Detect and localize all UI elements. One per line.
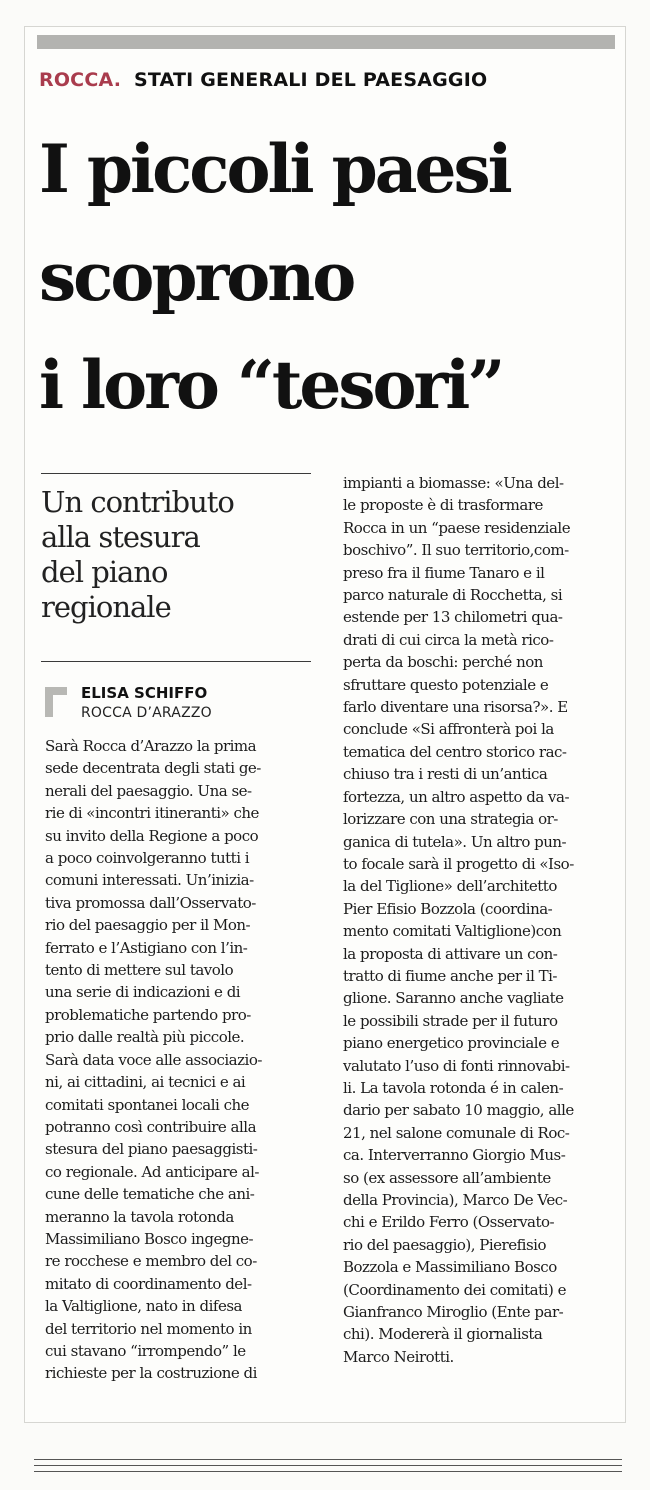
article-text-line: su invito della Regione a poco bbox=[45, 826, 259, 845]
article-text-line: sede decentrata degli stati ge- bbox=[45, 759, 261, 778]
article-text-line: una serie di indicazioni e di bbox=[45, 983, 241, 1002]
article-text-line: problematiche partendo pro- bbox=[45, 1005, 251, 1024]
article-text-line: conclude «Si affronterà poi la bbox=[343, 720, 554, 739]
article-text-line: estende per 13 chilometri qua- bbox=[343, 608, 563, 627]
article-text-line: ferrato e l’Astigiano con l’in- bbox=[45, 938, 248, 957]
article-text-line: to focale sarà il progetto di «Iso- bbox=[343, 854, 574, 873]
article-text-line: le proposte è di trasformare bbox=[343, 496, 543, 515]
article-text-line: farlo diventare una risorsa?». E bbox=[343, 698, 568, 717]
article-text-line: sfruttare questo potenziale e bbox=[343, 675, 549, 694]
article-text-line: chi). Modererà il giornalista bbox=[343, 1325, 543, 1344]
headline-line: scoprono bbox=[39, 238, 354, 316]
article-text-line: Massimiliano Bosco ingegne- bbox=[45, 1229, 254, 1248]
article-text-line: preso fra il fiume Tanaro e il bbox=[343, 563, 545, 582]
article-text-line: drati di cui circa la metà rico- bbox=[343, 630, 554, 649]
article-text-line: impianti a biomasse: «Una del- bbox=[343, 474, 564, 492]
article-text-line: Pier Efisio Bozzola (coordina- bbox=[343, 899, 553, 918]
article-text-line: Marco Neirotti. bbox=[343, 1347, 454, 1366]
article-text-line: perta da boschi: perché non bbox=[343, 653, 543, 672]
article-text-line: piano energetico provinciale e bbox=[343, 1034, 560, 1053]
article-text-line: tematica del centro storico rac- bbox=[343, 742, 567, 761]
top-gray-bar bbox=[37, 35, 615, 49]
headline bbox=[39, 115, 624, 439]
article-text-line: rio del paesaggio), Pierefisio bbox=[343, 1235, 546, 1254]
kicker-location: ROCCA bbox=[39, 69, 114, 91]
article-text-line: ganica di tutela». Un altro pun- bbox=[343, 832, 567, 851]
article-column-1 bbox=[45, 735, 327, 1385]
article-text-line: re rocchese e membro del co- bbox=[45, 1252, 257, 1271]
article-text-line: Gianfranco Miroglio (Ente par- bbox=[343, 1303, 564, 1322]
article-text-line: dario per sabato 10 maggio, alle bbox=[343, 1101, 574, 1120]
subheadline bbox=[41, 485, 313, 625]
headline-line: i loro “tesori” bbox=[39, 346, 503, 424]
article-text-line: mento comitati Valtiglione)con bbox=[343, 922, 562, 941]
article-text-line: la del Tiglione» dell’architetto bbox=[343, 877, 557, 896]
article-text-line: tento di mettere sul tavolo bbox=[45, 961, 234, 980]
article-text-line: co regionale. Ad anticipare al- bbox=[45, 1162, 259, 1181]
article-text-line: rio del paesaggio per il Mon- bbox=[45, 916, 251, 935]
article-text-line: Rocca in un “paese residenziale bbox=[343, 518, 571, 537]
article-column-2 bbox=[343, 472, 631, 1368]
article-text-line: 21, nel salone comunale di Roc- bbox=[343, 1123, 570, 1142]
article-text-line: la Valtiglione, nato in difesa bbox=[45, 1297, 242, 1316]
article-text-line: fortezza, un altro aspetto da va- bbox=[343, 787, 570, 806]
article-text-line: della Provincia), Marco De Vec- bbox=[343, 1191, 568, 1209]
subheadline-line: alla stesura bbox=[41, 520, 200, 554]
article-text-line: nerali del paesaggio. Una se- bbox=[45, 781, 252, 800]
article-text-line: glione. Saranno anche vagliate bbox=[343, 989, 564, 1008]
subheadline-line: Un contributo bbox=[41, 485, 234, 519]
article-text-line: li. La tavola rotonda é in calen- bbox=[343, 1078, 564, 1097]
article-text-line: potranno così contribuire alla bbox=[45, 1117, 257, 1136]
article-text-line: chiuso tra i resti di un’antica bbox=[343, 765, 548, 784]
headline-line: I piccoli paesi bbox=[39, 130, 510, 208]
footer-rule bbox=[34, 1465, 622, 1466]
newspaper-clipping bbox=[24, 26, 626, 1423]
article-text-line: stesura del piano paesaggisti- bbox=[45, 1140, 258, 1159]
article-text-line: ni, ai cittadini, ai tecnici e ai bbox=[45, 1073, 246, 1092]
article-text-line: tiva promossa dall’Osservato- bbox=[45, 893, 256, 912]
article-text-line: cune delle tematiche che ani- bbox=[45, 1185, 255, 1204]
article-text-line: tratto di fiume anche per il Ti- bbox=[343, 966, 558, 985]
article-text-line: lorizzare con una strategia or- bbox=[343, 810, 558, 829]
subheadline-line: regionale bbox=[41, 590, 171, 624]
article-text-line: mitato di coordinamento del- bbox=[45, 1274, 252, 1293]
subheadline-line: del piano bbox=[41, 555, 168, 589]
kicker-dot: . bbox=[113, 69, 122, 91]
byline-bracket-icon bbox=[45, 687, 67, 717]
article-text-line: prio dalle realtà più piccole. bbox=[45, 1028, 245, 1047]
dateline: ROCCA D’ARAZZO bbox=[81, 705, 212, 721]
article-text-line: so (ex assessore all’ambiente bbox=[343, 1168, 551, 1187]
article-text-line: le possibili strade per il futuro bbox=[343, 1011, 558, 1030]
article-text-line: ca. Interverranno Giorgio Mus- bbox=[343, 1146, 566, 1165]
article-text-line: chi e Erildo Ferro (Osservato- bbox=[343, 1213, 555, 1232]
article-text-line: comuni interessati. Un’inizia- bbox=[45, 871, 254, 890]
article-text-line: Sarà Rocca d’Arazzo la prima bbox=[45, 737, 257, 755]
footer-rule bbox=[34, 1471, 622, 1472]
article-text-line: richieste per la costruzione di bbox=[45, 1364, 257, 1383]
article-text-line: Bozzola e Massimiliano Bosco bbox=[343, 1258, 557, 1277]
article-text-line: valutato l’uso di fonti rinnovabi- bbox=[343, 1056, 570, 1075]
subheadline-bottom-rule bbox=[41, 661, 311, 662]
article-text-line: comitati spontanei locali che bbox=[45, 1095, 250, 1114]
article-text-line: meranno la tavola rotonda bbox=[45, 1207, 234, 1226]
author-name: ELISA SCHIFFO bbox=[81, 684, 208, 702]
kicker bbox=[39, 69, 487, 91]
kicker-section: STATI GENERALI DEL PAESAGGIO bbox=[133, 69, 488, 91]
article-text-line: Sarà data voce alle associazio- bbox=[45, 1050, 262, 1069]
article-text-line: del territorio nel momento in bbox=[45, 1319, 252, 1338]
article-text-line: a poco coinvolgeranno tutti i bbox=[45, 849, 250, 868]
article-text-line: la proposta di attivare un con- bbox=[343, 944, 558, 963]
article-text-line: (Coordinamento dei comitati) e bbox=[343, 1280, 566, 1299]
article-text-line: rie di «incontri itineranti» che bbox=[45, 804, 259, 823]
article-text-line: parco naturale di Rocchetta, si bbox=[343, 586, 563, 605]
footer-rule bbox=[34, 1459, 622, 1460]
subheadline-top-rule bbox=[41, 473, 311, 474]
article-text-line: cui stavano “irrompendo” le bbox=[45, 1341, 246, 1360]
article-text-line: boschivo”. Il suo territorio,com- bbox=[343, 541, 569, 560]
